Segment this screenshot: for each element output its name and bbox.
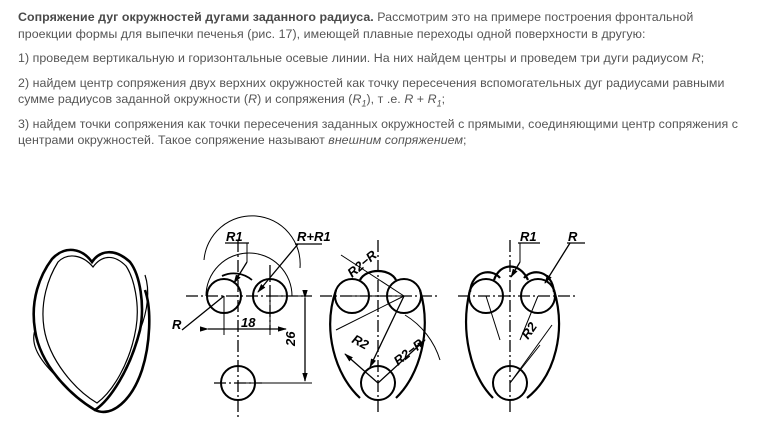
label-r1-a: R1: [226, 229, 243, 244]
step-2-plus: +: [413, 92, 428, 106]
step-1-end: ;: [700, 51, 705, 65]
step-2-mid2: ), т .е.: [366, 92, 405, 106]
dim-26: 26: [283, 331, 298, 346]
label-r-plus-r1: R+R1: [297, 229, 331, 244]
step-2-r1: R: [352, 92, 362, 106]
step-3-term: внешним сопряжением: [328, 133, 464, 147]
step-2-r1-sub: 1: [361, 98, 367, 109]
label-r2-minus-r-bottom: R2−R: [390, 335, 427, 369]
label-r2-mid: R2: [349, 331, 372, 353]
step-3-end: ;: [463, 133, 467, 147]
step-2-mid: ) и сопряжения (: [257, 92, 353, 106]
step-2-sum-r1: R: [427, 92, 437, 106]
dim-18: 18: [241, 315, 256, 330]
intro-text: Рассмотрим это на примере построения фронтальной проекции формы для выпечки печенья (рис. 17), имеющей плавные переходы одной поверхности в другую:: [18, 10, 694, 41]
label-r2-minus-r-top: R2−R: [344, 247, 380, 281]
step-2-text: 2) найдем центр сопряжения двух верхних окружностей как точку пересечения вспомогательных дуг радиусами равными сумме радиусов заданной окружности (: [18, 75, 725, 106]
step-2-r: R: [248, 92, 258, 106]
label-r-c: R: [568, 229, 578, 244]
step-1-radius: R: [691, 51, 701, 65]
step-3-text: 3) найдем точки сопряжения как точки пересечения заданных окружностей с прямыми, соединяющими центр сопряжения с центрами окружностей. Такое сопряжение называют: [18, 116, 738, 147]
label-r2-c: R2: [518, 319, 540, 342]
step-1-text: 1) проведем вертикальную и горизонтальные осевые линии. На них найдем центры и проведем три дуги радиусом: [18, 51, 692, 65]
section-title: Сопряжение дуг окружностей дугами заданного радиуса.: [18, 10, 374, 24]
label-r-a: R: [172, 317, 182, 332]
step-2-sum-r1-sub: 1: [436, 98, 442, 109]
step-2-sum-r: R: [404, 92, 414, 106]
baking-mold-drawing: [34, 250, 150, 412]
label-r1-c: R1: [520, 229, 537, 244]
step-2-end: ;: [441, 92, 446, 106]
